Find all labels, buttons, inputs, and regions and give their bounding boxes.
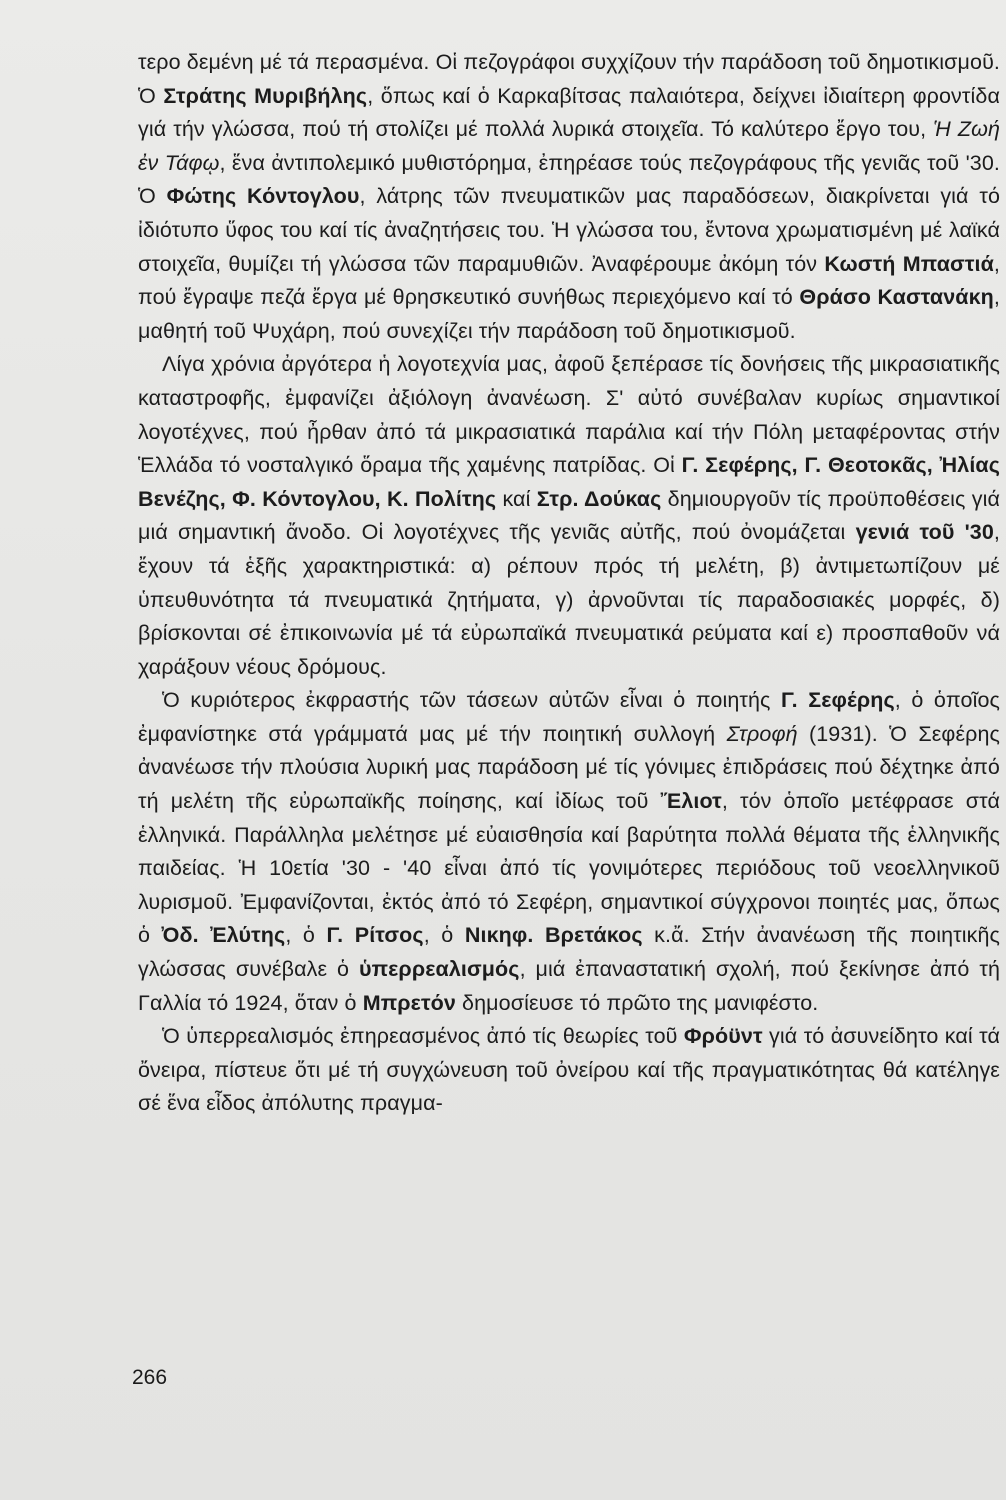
bold-name: ὑπερρεαλισμός [358,957,520,982]
bold-name: γενιά τοῦ '30 [855,520,994,545]
bold-name: Κωστή Μπαστιά [824,251,994,276]
text-run: , μαθητή τοῦ Ψυχάρη, πού συνεχίζει τήν παράδοση τοῦ δημοτικισμοῦ. [138,285,1000,343]
text-run: Λίγα χρόνια ἀργότερα ἡ λογοτεχνία μας, ἀφοῦ ξεπέρασε τίς δονήσεις τῆς μικρασιατικῆς καταστροφῆς, ἐμφανίζει ἀξιόλογη ἀνανέωση. Σ' αὐτό συνέβαλαν κυρίως σημαντικοί λογοτέχνες, πού ἦρθαν ἀπό τά μικρασιατικά παράλια καί τήν Πόλη μεταφέροντας στήν Ἑλλάδα τό νοσταλγικό ὅραμα τῆς χαμένης πατρίδας. Οἱ [138,352,1000,478]
text-run: Ὁ ὑπερρεαλισμός ἐπηρεασμένος ἀπό τίς θεωρίες τοῦ [162,1024,684,1049]
text-run: , πού ἔγραψε πεζά ἔργα μέ θρησκευτικό συνήθως περιεχόμενο καί τό [138,251,1000,310]
bold-name: Γ. Σεφέρης, Γ. Θεοτοκᾶς, Ἠλίας Βενέζης, Φ. Κόντογλου, Κ. Πολίτης [138,453,1000,511]
text-run: , λάτρης τῶν πνευματικῶν μας παραδόσεων, διακρίνεται γιά τό ἰδιότυπο ὕφος του καί τίς ἀναζητήσεις του. Ἡ γλώσσα του, ἔντονα χρωματισμένη μέ λαϊκά στοιχεῖα, θυμίζει τή γλώσσα τῶν παραμυθιῶν. Ἀναφέρουμε ἀκόμη τόν [138,184,1000,276]
bold-name: Γ. Ρίτσος [326,923,424,948]
paragraph [138,1020,1000,1121]
paragraph [138,46,1000,348]
text-run: καί [496,486,537,511]
bold-name: Ὀδ. Ἐλύτης [161,923,286,948]
bold-name: Φώτης Κόντογλου [166,184,360,209]
text-run: , μιά ἐπαναστατική σχολή, πού ξεκίνησε ἀπό τή Γαλλία τό 1924, ὅταν ὁ [138,957,1001,1015]
text-run: γιά τό ἀσυνείδητο καί τά ὄνειρα, πίστευε ὅτι μέ τή συγχώνευση τοῦ ὀνείρου καί τῆς πραγματικότητας θά κατέληγε σέ ἕνα εἶδος ἀπόλυτης πραγμα- [138,1024,1000,1116]
text-run: , ὅπως καί ὁ Καρκαβίτσας παλαιότερα, δείχνει ἰδιαίτερη φροντίδα γιά τήν γλώσσα, πού τή στολίζει μέ πολλά λυρικά στοιχεῖα. Τό καλύτερο ἔργο του, [138,83,1000,142]
bold-name: Νικηφ. Βρετάκος [464,923,643,948]
text-run: τερο δεμένη μέ τά περασμένα. Οἱ πεζογράφοι συχχίζουν τήν παράδοση τοῦ δημοτικισμοῦ. Ὁ [138,50,1000,108]
bold-name: Θράσο Καστανάκη [799,285,994,310]
text-run: , ὁ ὁποῖος ἐμφανίστηκε στά γράμματά μας μέ τήν ποιητική συλλογή [138,688,1001,746]
text-run: Ὁ κυριότερος ἐκφραστής τῶν τάσεων αὐτῶν εἶναι ὁ ποιητής [162,688,782,713]
text-run: , ὁ [285,923,327,948]
bold-name: Στράτης Μυριβήλης [163,83,368,108]
bold-name: Ἔλιοτ [660,789,722,814]
text-run: , ὁ [423,923,465,948]
bold-name: Στρ. Δούκας [536,486,662,511]
text-run: κ.ἄ. Στήν ἀνανέωση τῆς ποιητικῆς γλώσσας συνέβαλε ὁ [138,923,1000,982]
text-run: δημοσίευσε τό πρῶτο της μανιφέστο. [455,990,819,1015]
text-run: , ἔχουν τά ἑξῆς χαρακτηριστικά: α) ρέπουν πρός τή μελέτη, β) ἀντιμετωπίζουν μέ ὑπευθυνότητα τά πνευματικά ζητήματα, γ) ἀρνοῦνται τίς παραδοσιακές μορφές, δ) βρίσκονται σέ ἐπικοινωνία μέ τά εὐρωπαϊκά πνευματικά ρεύματα καί ε) προσπαθοῦν νά χαράξουν νέους δρόμους. [138,520,1000,679]
italic-title: Ἡ Ζωή ἐν Τάφῳ [138,117,1000,175]
bold-name: Μπρετόν [362,990,456,1015]
page-number: 266 [132,1366,168,1389]
bold-name: Γ. Σεφέρης [781,688,895,713]
italic-title: Στροφή [726,721,798,746]
text-run: , τόν ὁποῖο μετέφρασε στά ἑλληνικά. Παράλληλα μελέτησε μέ εὐαισθησία καί βαρύτητα πολλά θέματα τῆς ἑλληνικῆς παιδείας. Ἡ 10ετία '30 - '40 εἶναι ἀπό τίς γονιμότερες περιόδους τοῦ νεοελληνικοῦ λυρισμοῦ. Ἐμφανίζονται, ἐκτός ἀπό τό Σεφέρη, σημαντικοί σύγχρονοι ποιητές μας, ὅπως ὁ [138,789,1000,948]
text-run: (1931). Ὁ Σεφέρης ἀνανέωσε τήν πλούσια λυρική μας παράδοση μέ τίς γόνιμες ἐπιδράσεις πού δέχτηκε ἀπό τή μελέτη τῆς εὐρωπαϊκῆς ποίησης, καί ἰδίως τοῦ [138,721,1000,814]
paragraph [138,348,1000,684]
text-run: , ἕνα ἀντιπολεμικό μυθιστόρημα, ἐπηρέασε τούς πεζογράφους τῆς γενιᾶς τοῦ '30. Ὁ [138,150,1000,209]
paragraph [138,684,1000,1020]
bold-name: Φρόϋντ [683,1024,763,1049]
text-run: δημιουργοῦν τίς προϋποθέσεις γιά μιά σημαντική ἄνοδο. Οἱ λογοτέχνες τῆς γενιᾶς αὐτῆς, πού ὀνομάζεται [138,486,1001,545]
body-text [138,46,1000,1121]
